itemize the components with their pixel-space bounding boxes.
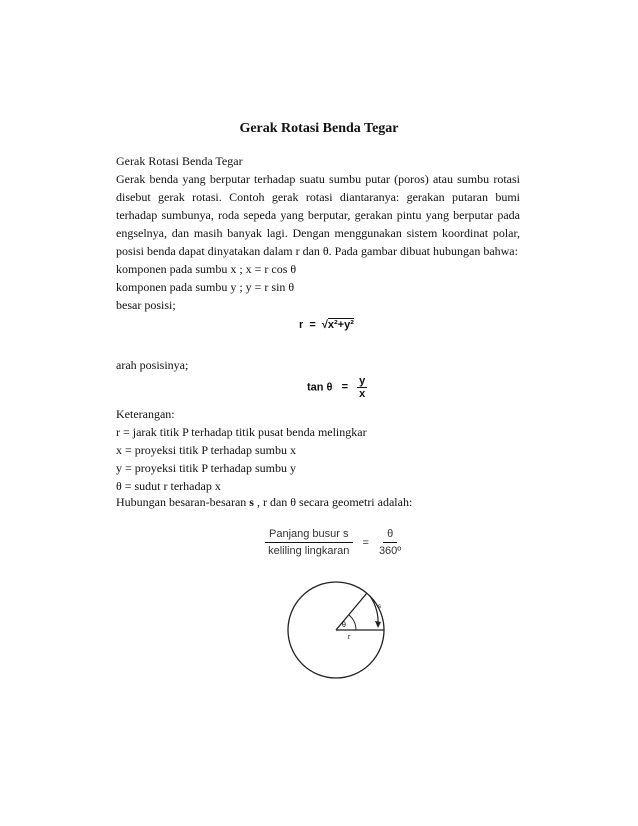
component-x-line: komponen pada sumbu x ; x = r cos θ	[116, 262, 297, 276]
magnitude-formula	[299, 319, 354, 331]
intro-paragraph: Gerak benda yang berputar terhadap suatu sumbu putar (poros) atau sumbu rotasi disebut gerak rotasi. Contoh gerak rotasi diantaranya: gerakan putaran bumi terhadap sumbunya, roda sepeda yang berputar, gerakan pintu yang berputar pada engselnya, dan masih banyak lagi. Dengan menggunakan sistem koordinat polar, posisi benda dapat dinyatakan dalam r dan θ. Pada gambar dibuat hubungan bahwa:	[116, 172, 520, 258]
arc-fraction	[265, 528, 353, 557]
document-title: Gerak Rotasi Benda Tegar	[239, 121, 399, 136]
arc-numerator: Panjang busur s	[265, 528, 353, 543]
r-label: r	[348, 634, 351, 641]
ket-x-line: x = proyeksi titik P terhadap sumbu x	[116, 443, 296, 457]
formula-equals: =	[341, 381, 349, 394]
ratio-equals: =	[362, 536, 369, 549]
angle-numerator: θ	[383, 528, 397, 543]
relation-post: , r dan θ secara geometri adalah:	[253, 495, 413, 509]
tan-numerator: y	[359, 375, 366, 387]
tan-denominator: x	[359, 388, 366, 400]
ket-y-line: y = proyeksi titik P terhadap sumbu y	[116, 461, 296, 475]
keterangan-heading: Keterangan:	[116, 407, 175, 421]
angle-denominator: 360º	[378, 545, 402, 557]
arc-ratio-formula	[265, 528, 401, 557]
component-y-line: komponen pada sumbu y ; y = r sin θ	[116, 280, 295, 294]
direction-formula	[307, 375, 367, 400]
intro-block	[116, 152, 520, 314]
ket-theta-line: θ = sudut r terhadap x	[116, 479, 221, 493]
sqrt-icon: √	[321, 319, 328, 331]
angle-radius-line	[336, 593, 367, 630]
position-magnitude-label: besar posisi;	[116, 298, 176, 312]
tan-fraction	[357, 375, 367, 400]
formula-tan: tan θ	[307, 381, 333, 394]
formula-r: r	[299, 319, 304, 331]
circle-diagram	[274, 568, 404, 698]
s-label: s	[378, 604, 381, 610]
theta-label: θ	[342, 622, 346, 629]
angle-fraction	[379, 528, 401, 557]
arc-denominator: keliling lingkaran	[268, 545, 350, 557]
relation-s: s	[249, 495, 254, 509]
subtitle: Gerak Rotasi Benda Tegar	[116, 154, 243, 168]
formula-equals: =	[309, 319, 316, 331]
relation-line	[116, 495, 412, 510]
formula-radicand: x²+y²	[327, 319, 354, 331]
relation-pre: Hubungan besaran-besaran	[116, 495, 250, 509]
arrowhead-icon	[375, 621, 381, 628]
ket-r-line: r = jarak titik P terhadap titik pusat benda melingkar	[116, 425, 367, 439]
angle-arc	[349, 615, 356, 630]
direction-label: arah posisinya;	[116, 358, 189, 372]
